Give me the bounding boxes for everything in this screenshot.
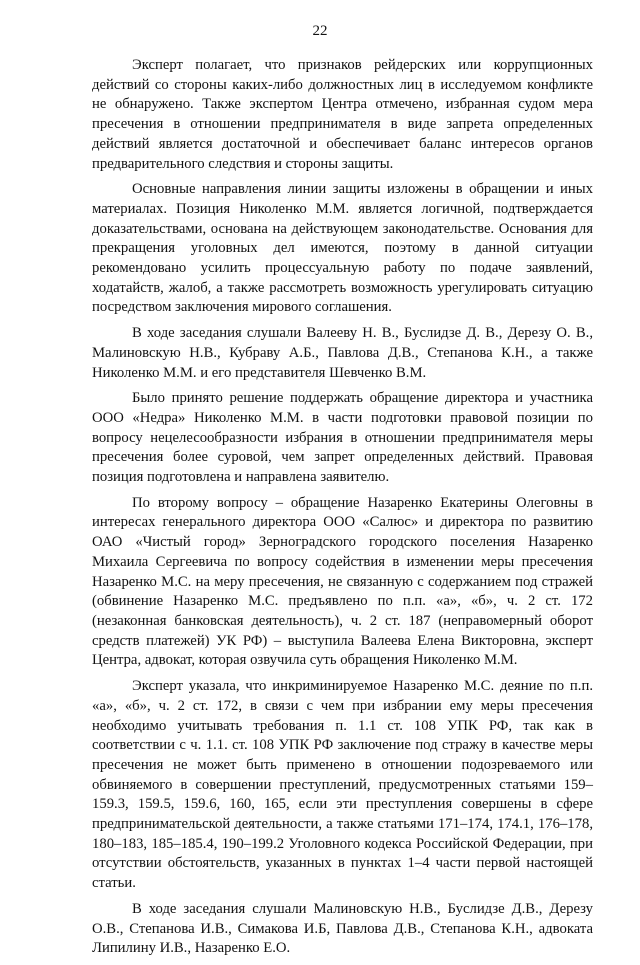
paragraph-expert-statement: Эксперт указала, что инкриминируемое Назаренко М.С. деяние по п.п. «а», «б», ч. 2 ст. 172, в связи с чем при избрании ему меры пресечения необходимо учитывать требования п. 1.1 ст. 108 УПК РФ, так как в соответствии с ч. 1.1. ст. 108 УПК РФ заключение под стражу в качестве меры пресечения не может быть применено в отношении подозреваемого или обвиняемого в совершении преступлений, предусмотренных статьями 159–159.3, 159.5, 159.6, 160, 165, если эти преступления совершены в сфере предпринимательской деятельности, а также статьями 171–174, 174.1, 176–178, 180–183, 185–185.4, 190–199.2 Уголовного кодекса Российской Федерации, при отсутствии обстоятельств, указанных в пунктах 1–4 части первой настоящей статьи. <box>92 678 593 892</box>
paragraph-decision: Было принято решение поддержать обращение директора и участника ООО «Недра» Николенко М.М. в части подготовки правовой позиции по вопросу нецелесообразности избрания в отношении предпринимателя меры пресечения более суровой, чем запрет определенных действий. Правовая позиция подготовлена и направлена заявителю. <box>92 390 593 486</box>
paragraph-meeting-attendees-1: В ходе заседания слушали Валееву Н. В., Буслидзе Д. В., Дерезу О. В., Малиновскую Н.В., Кубраву А.Б., Павлова Д.В., Степанова К.Н., а также Николенко М.М. и его представителя Шевченко В.М. <box>92 325 593 381</box>
paragraph-meeting-attendees-2: В ходе заседания слушали Малиновскую Н.В., Буслидзе Д.В., Дерезу О.В., Степанова И.В., Симакова И.Б, Павлова Д.В., Степанова К.Н., адвоката Липилину И.В., Назаренко Е.О. <box>92 900 593 957</box>
paragraph-defense-directions: Основные направления линии защиты изложены в обращении и иных материалах. Позиция Николенко М.М. является логичной, подтверждается доказательствами, основана на действующем законодательстве. Основания для прекращения уголовных дел имеются, поэтому в данной ситуации рекомендовано усилить процессуальную работу по подаче заявлений, ходатайств, жалоб, а также рассмотреть возможность урегулировать ситуацию посредством заключения мирового соглашения. <box>92 181 593 316</box>
document-body <box>92 56 593 965</box>
paragraph-expert-opinion: Эксперт полагает, что признаков рейдерских или коррупционных действий со стороны каких-либо должностных лиц в исследуемом конфликте не обнаружено. Также экспертом Центра отмечено, избранная судом мера пресечения в отношении предпринимателя в виде запрета определенных действий является достаточной и обеспечивает баланс интересов органов предварительного следствия и стороны защиты. <box>92 57 593 172</box>
paragraph-second-question: По второму вопросу – обращение Назаренко Екатерины Олеговны в интересах генерального директора ООО «Салюс» и директора по развитию ОАО «Чистый город» Зерноградского городского поселения Назаренко Михаила Сергеевича по вопросу содействия в изменении меры пресечения Назаренко М.С. на меру пресечения, не связанную с содержанием под стражей (обвинение Назаренко М.С. предъявлено по п.п. «а», «б», ч. 2 ст. 172 (незаконная банковская деятельность), ч. 2 ст. 187 (неправомерный оборот средств платежей) УК РФ) – выступила Валеева Елена Викторовна, эксперт Центра, адвокат, которая озвучила суть обращения Николенко М.М. <box>92 494 593 669</box>
page-number: 22 <box>312 23 328 39</box>
